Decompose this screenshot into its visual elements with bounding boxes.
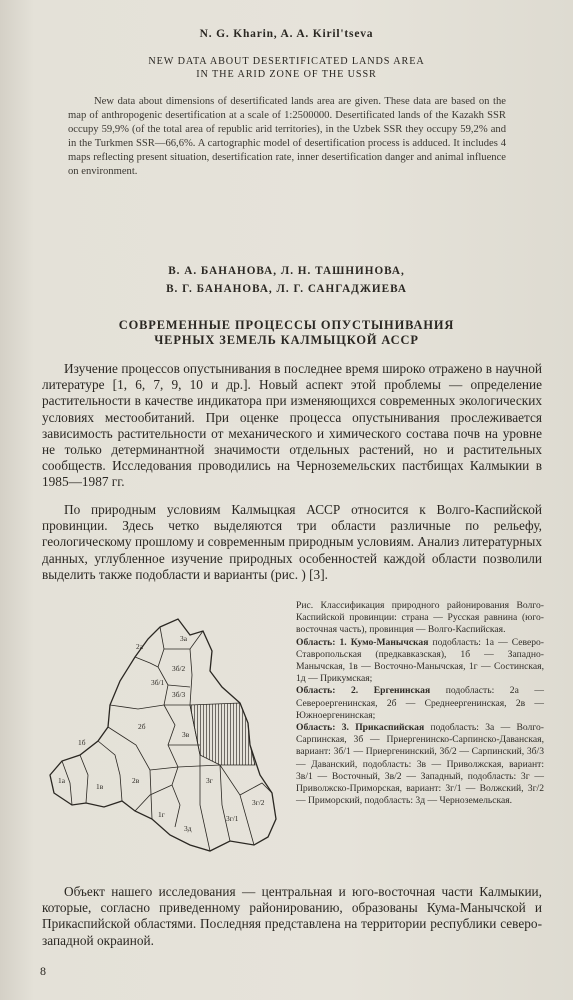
map-label-2b: 2б bbox=[138, 722, 146, 731]
caption-region2-label: Область: 2. Ергенинская bbox=[296, 685, 431, 697]
regionalization-map bbox=[40, 605, 290, 873]
map-label-3d: 3д bbox=[184, 824, 192, 833]
english-abstract: New data about dimensions of desertificated lands area are given. These data are based on the map of anthropogenic desertification at a scale of 1:2500000. Desertificated lands of the Kazakh SSR occupy 59,9% (of the total area of republic arid territories), in the Uzbek SSR they occupy 59,2% and in the Turkmen SSR—66,6%. A cartographic model of desertification process is adduced. It includes 4 maps reflecting present situation, desertification rate, inner desertification danger and animal influence on environment. bbox=[68, 96, 506, 177]
body-paragraph-1: Изучение процессов опустынивания в последнее время широко отражено в научной литературе [1, 6, 7, 9, 10 и др.]. Новый аспект этой проблемы — определение растительности в качестве индикатора при изменяющихся современных экологических условиях местообитаний. При оценке процесса опустынивания прослеживается зависимость растительности от механического и химического состава почв на уровне не только детерминантной значимости отдельных растений, но и растительных сообществ. Исследования проводились на Черноземельских пастбищах Калмыкии в 1985—1987 гг. bbox=[42, 361, 542, 490]
russian-title bbox=[60, 318, 513, 348]
map-label-1g: 1г bbox=[158, 810, 165, 819]
map-label-3g2: 3г/2 bbox=[252, 798, 265, 807]
map-label-3b3: 3б/3 bbox=[172, 690, 186, 699]
body-paragraph-2: По природным условиям Калмыцкая АССР относится к Волго-Каспийской провинции. Здесь четко выделяются три области различные по рельефу, геологическому прошлому и современным природным условиям. Анализ литературных данных, углубленное изучение природных особенностей каждой области позволили выделить также подобласти и варианты (рис. ) [3]. bbox=[42, 502, 542, 582]
map-label-3b2: 3б/2 bbox=[172, 664, 186, 673]
russian-authors-line2: В. Г. БАНАНОВА, Л. Г. САНГАДЖИЕВА bbox=[166, 283, 407, 295]
map-label-2a: 2а bbox=[136, 642, 143, 651]
map-label-3g: 3г bbox=[206, 776, 213, 785]
map-label-3b1: 3б/1 bbox=[151, 678, 165, 687]
map-label-1b: 1б bbox=[78, 738, 86, 747]
english-title-line1: NEW DATA ABOUT DESERTIFICATED LANDS AREA bbox=[148, 56, 425, 67]
map-label-2v: 2в bbox=[132, 776, 140, 785]
caption-region1-label: Область: 1. Кумо-Манычская bbox=[296, 636, 429, 648]
caption-region3-text: подобласть: 3а — Волго-Сарпинская, 3б — Приергенинско-Сарпинско-Даванская, вариант: 3б/1 — Приергенинский, 3б/2 — Сарпинский, 3б/3 — Даванский, подобласть: 3в — Приволжская, вариант: 3в/1 — Восточный, 3в/2 — Западный, подобласть: 3г — Приволжско-Приморская, вариант: 3г/1 — Волжский, 3г/2 — Приморский, подобласть: 3д — Черноземельская. bbox=[296, 722, 544, 807]
caption-intro: Рис. Классификация природного районирования Волго-Каспийской провинции: страна — Русская равнина (юго-восточная часть), провинция — Волго-Каспийская. bbox=[296, 600, 544, 636]
map-label-1a: 1а bbox=[58, 776, 65, 785]
caption-region3-label: Область: 3. Прикаспийская bbox=[296, 722, 425, 734]
russian-authors bbox=[0, 262, 573, 298]
map-label-3a: 3а bbox=[180, 634, 187, 643]
figure-caption bbox=[296, 600, 544, 807]
page-number: 8 bbox=[40, 964, 46, 978]
russian-title-line2: ЧЕРНЫХ ЗЕМЕЛЬ КАЛМЫЦКОЙ АССР bbox=[154, 333, 419, 347]
map-label-3v: 3в bbox=[182, 730, 190, 739]
caption-region1-text: подобласть: 1а — Северо-Ставропольская (предкавказская), 1б — Западно-Манычская, 1в — Восточно-Манычская, 1г — Состинская, 1д — Прикумская; bbox=[296, 636, 544, 685]
russian-title-line1: СОВРЕМЕННЫЕ ПРОЦЕССЫ ОПУСТЫНИВАНИЯ bbox=[118, 318, 455, 332]
map-label-3g1: 3г/1 bbox=[226, 814, 239, 823]
russian-authors-line1: В. А. БАНАНОВА, Л. Н. ТАШНИНОВА, bbox=[168, 265, 405, 277]
body-paragraph-3: Объект нашего исследования — центральная и юго-восточная части Калмыкии, которые, согласно приведенному районированию, образованы Кума-Манычской и Прикаспийской областями. Последняя представлена на территории республики северо-западной окраиной. bbox=[42, 884, 542, 948]
english-title-line2: IN THE ARID ZONE OF THE USSR bbox=[196, 68, 377, 80]
map-label-1v: 1в bbox=[96, 782, 104, 791]
english-authors: N. G. Kharin, A. A. Kiril'tseva bbox=[199, 28, 374, 40]
english-title bbox=[80, 56, 493, 81]
caption-region2-text: подобласть: 2а — Североергенинская, 2б — Среднеергенинская, 2в — Южноергенинская; bbox=[296, 685, 544, 721]
